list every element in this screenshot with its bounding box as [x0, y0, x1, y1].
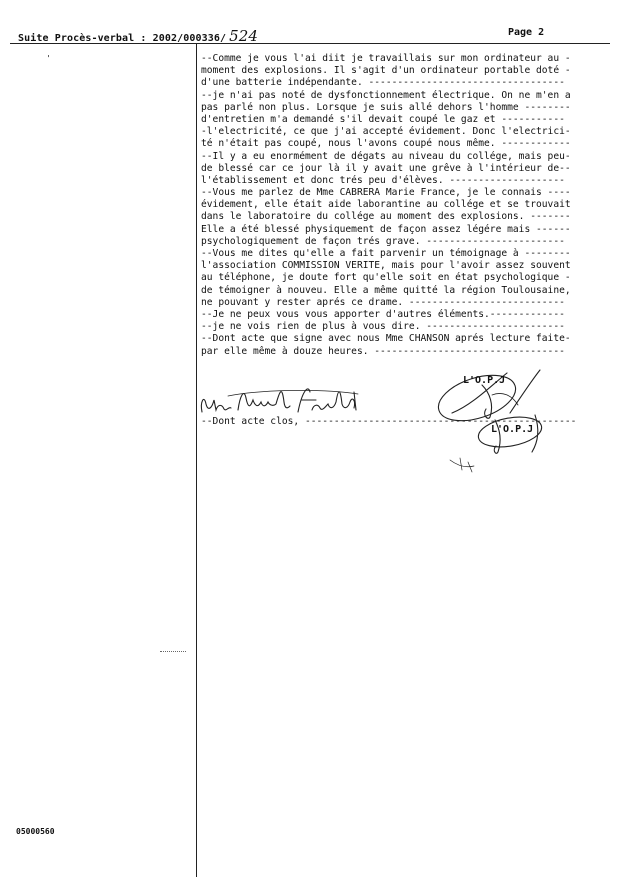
statement-line: par elle même à douze heures. --------------------------------- — [201, 345, 565, 357]
statement-line: --je ne vois rien de plus à vous dire. ------------------------ — [201, 321, 565, 333]
statement-line: dans le laboratoire du collége au moment des explosions. ------- — [201, 211, 571, 223]
header-pv-reference: Suite Procès-verbal : 2002/000336/ — [18, 33, 227, 44]
statement-line: --je n'ai pas noté de dysfonctionnement électrique. On ne m'en a — [201, 89, 571, 101]
margin-tick-mark: ' — [46, 54, 51, 63]
closing-statement: --Dont acte clos, ----------------------------------------------- — [201, 416, 577, 427]
statement-line: l'établissement et donc trés peu d'élèves. -------------------- — [201, 174, 565, 186]
witness-signature — [198, 382, 368, 418]
statement-line: l'association COMMISSION VERITE, mais pour l'avoir assez souvent — [201, 260, 571, 272]
statement-line: ne pouvant y rester aprés ce drame. --------------------------- — [201, 296, 565, 308]
statement-line: d'une batterie indépendante. ---------------------------------- — [201, 77, 565, 89]
statement-line: de blessé car ce jour là il y avait une grêve à l'intérieur de-- — [201, 162, 571, 174]
statement-line: --Comme je vous l'ai diit je travaillais sur mon ordinateur au - — [201, 53, 571, 64]
statement-line: --Je ne peux vous vous apporter d'autres éléments.------------- — [201, 308, 565, 320]
statement-line: Elle a été blessé physiquement de façon assez légére mais ------ — [201, 223, 571, 235]
page-number: Page 2 — [508, 27, 545, 38]
statement-line: psychologiquement de façon trés grave. ------------------------ — [201, 235, 565, 247]
header-rule — [10, 43, 610, 44]
statement-line: --Il y a eu enormément de dégats au niveau du collége, mais peu- — [201, 150, 571, 162]
statement-line: évidement, elle était aide laborantine au collége et se trouvait — [201, 199, 571, 211]
statement-line: de témoigner à nouveu. Elle a même quitté la région Toulousaine, — [201, 284, 571, 296]
statement-line: --Dont acte que signe avec nous Mme CHANSON aprés lecture faite- — [201, 333, 571, 345]
statement-line: moment des explosions. Il s'agit d'un ordinateur portable doté - — [201, 65, 571, 77]
statement-line: té n'était pas coupé, nous l'avons coupé nous même. ------------ — [201, 138, 571, 150]
opj-stamp-label-2: L'O.P.J — [491, 424, 534, 435]
document-code: 05000560 — [16, 827, 55, 836]
margin-rule — [196, 43, 197, 877]
statement-line: -l'electricité, ce que j'ai accepté évidement. Donc l'electrici- — [201, 126, 571, 138]
statement-body — [201, 53, 608, 358]
opj-stamp-label-1: L'O.P.J — [463, 375, 506, 386]
statement-line: au téléphone, je doute fort qu'elle soit en état psychologique - — [201, 272, 571, 284]
margin-dotted-mark — [160, 651, 186, 652]
handwritten-page-number: 524 — [229, 27, 259, 45]
statement-line: pas parlé non plus. Lorsque je suis allé dehors l'homme -------- — [201, 101, 571, 113]
statement-line: --Vous me parlez de Mme CABRERA Marie France, je le connais ---- — [201, 187, 571, 199]
statement-line: d'entretien m'a demandé s'il devait coupé le gaz et ----------- — [201, 113, 565, 125]
opj-signature-2 — [440, 410, 560, 475]
statement-line: --Vous me dites qu'elle a fait parvenir un témoignage à -------- — [201, 248, 571, 259]
